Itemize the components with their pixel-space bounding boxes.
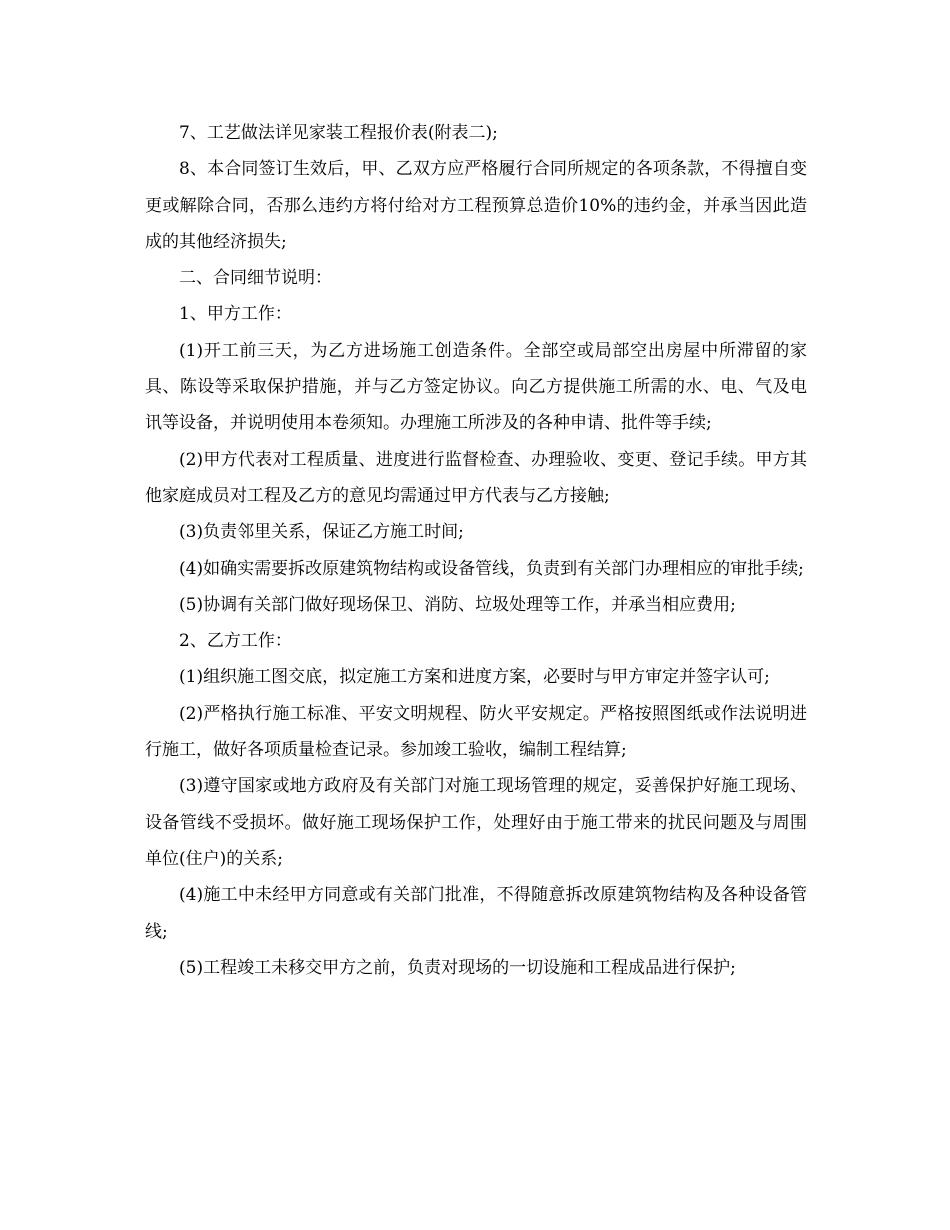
party-b-item-2: (2)严格执行施工标准、平安文明规程、防火平安规定。严格按照图纸或作法说明进行施工，做好各项质量检查记录。参加竣工验收，编制工程结算; [145, 703, 807, 761]
party-b-item-3: (3)遵守国家或地方政府及有关部门对施工现场管理的规定，妥善保护好施工现场、设备管线不受损坏。做好施工现场保护工作，处理好由于施工带来的扰民问题及与周围单位(住户)的关系; [145, 776, 807, 869]
party-a-item-2: (2)甲方代表对工程质量、进度进行监督检查、办理验收、变更、登记手续。甲方其他家庭成员对工程及乙方的意见均需通过甲方代表与乙方接触; [145, 449, 807, 506]
document-body [145, 115, 807, 986]
party-b-item-4: (4)施工中未经甲方同意或有关部门批准，不得随意拆改原建筑物结构及各种设备管线; [145, 885, 807, 942]
subheading-party-a-work: 1、甲方工作： [179, 304, 292, 325]
section-heading-details: 二、合同细节说明： [179, 268, 332, 289]
clause-7-craft: 7、工艺做法详见家装工程报价表(附表二); [179, 123, 498, 143]
party-b-item-1: (1)组织施工图交底，拟定施工方案和进度方案，必要时与甲方审定并签字认可; [179, 667, 770, 688]
clause-8-breach: 8、本合同签订生效后，甲、乙双方应严格履行合同所规定的各项条款，不得擅自变更或解除合同，否那么违约方将付给对方工程预算总造价10%的违约金，并承当因此造成的其他经济损失; [145, 159, 807, 252]
party-a-item-4: (4)如确实需要拆改原建筑物结构或设备管线，负责到有关部门办理相应的审批手续; [179, 558, 804, 579]
party-a-item-5: (5)协调有关部门做好现场保卫、消防、垃圾处理等工作，并承当相应费用; [179, 594, 736, 615]
party-a-item-1: (1)开工前三天，为乙方进场施工创造条件。全部空或局部空出房屋中所滞留的家具、陈设等采取保护措施，并与乙方签定协议。向乙方提供施工所需的水、电、气及电讯等设备，并说明使用本卷须知。办理施工所涉及的各种申请、批件等手续; [145, 340, 807, 434]
subheading-party-b-work: 2、乙方工作： [179, 631, 292, 652]
party-a-item-3: (3)负责邻里关系，保证乙方施工时间; [179, 522, 464, 543]
party-b-item-5: (5)工程竣工未移交甲方之前，负责对现场的一切设施和工程成品进行保护; [179, 957, 736, 978]
